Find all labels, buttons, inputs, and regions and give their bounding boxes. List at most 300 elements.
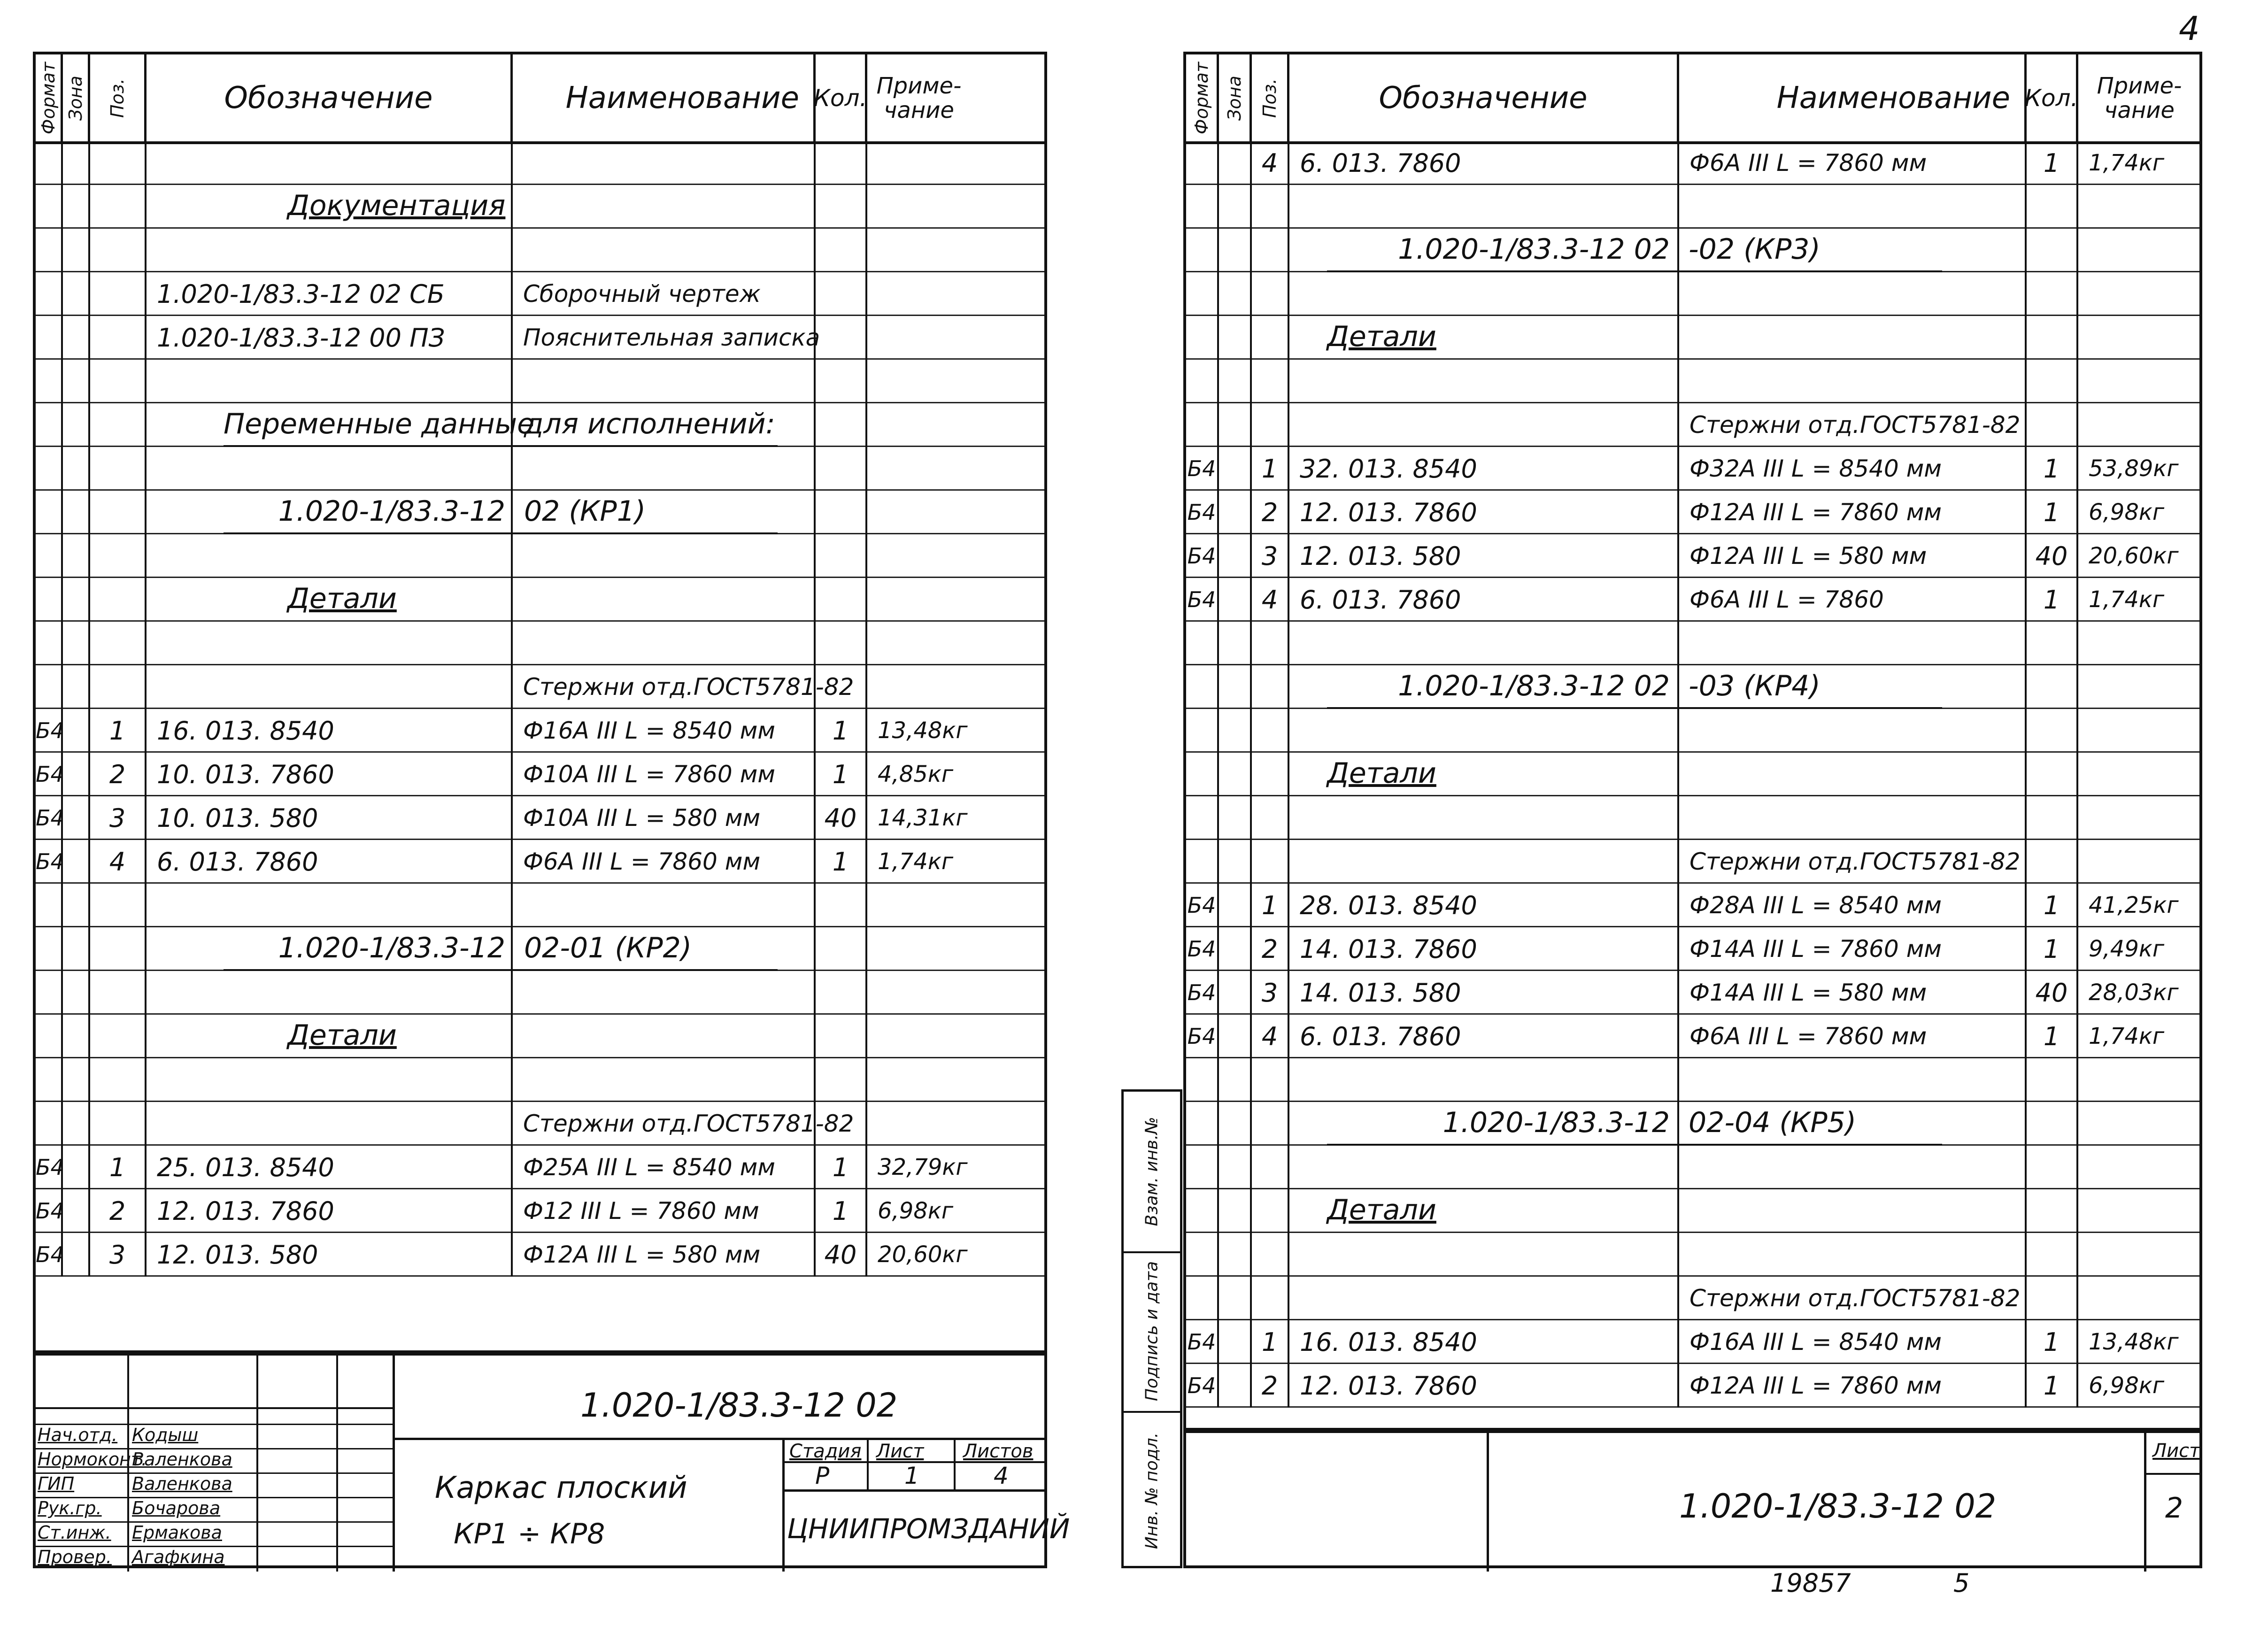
rule-line — [36, 1407, 393, 1409]
cell-pos — [1252, 229, 1289, 272]
cell-pos: 4 — [1252, 1015, 1289, 1058]
cell-format — [1186, 709, 1219, 753]
cell-format — [1186, 360, 1219, 403]
table-row — [1186, 1015, 2199, 1058]
cell-format: Б4 — [1186, 578, 1219, 622]
cell-designation: 1.020-1/83.3-12 02 СБ — [147, 272, 513, 316]
cell-note — [867, 316, 1046, 360]
cell-zone — [63, 753, 90, 796]
section-heading: Детали — [287, 582, 397, 615]
cell-pos: 2 — [1252, 927, 1289, 971]
cell-format: Б4 — [1186, 927, 1219, 971]
cell-pos: 2 — [90, 1189, 147, 1233]
cell-format: Б4 — [1186, 1364, 1219, 1408]
cell-qty: 40 — [816, 796, 867, 840]
table-row — [1186, 272, 2199, 316]
cell-pos — [90, 1058, 147, 1102]
cell-note: 53,89кг — [2089, 455, 2179, 482]
cell-pos: 2 — [90, 753, 147, 796]
cell-designation — [1289, 840, 1679, 884]
cell-format — [36, 360, 63, 403]
cell-qty — [816, 491, 867, 534]
cell-note — [2078, 796, 2200, 840]
cell-format: Б4 — [1186, 491, 1219, 534]
cell-zone — [1219, 796, 1252, 840]
cell-pos — [90, 272, 147, 316]
cell-note — [867, 927, 1046, 971]
table-row — [1186, 316, 2199, 360]
cell-zone — [1219, 403, 1252, 447]
table-row — [1186, 229, 2199, 272]
cell-format — [36, 316, 63, 360]
footer-page: 5 — [1953, 1568, 1970, 1598]
cell-name — [1679, 622, 2027, 665]
cell-format — [1186, 1233, 1219, 1277]
cell-qty — [2027, 753, 2078, 796]
cell-name — [1679, 796, 2027, 840]
side-label-signature: Подпись и дата — [1142, 1261, 1162, 1402]
cell-zone — [63, 491, 90, 534]
cell-note: 6,98кг — [2089, 1372, 2165, 1399]
cell-zone — [1219, 447, 1252, 491]
cell-zone — [63, 796, 90, 840]
cell-note — [2078, 1102, 2200, 1146]
cell-qty — [816, 1015, 867, 1058]
table-row — [36, 1189, 1044, 1233]
cell-pos — [1252, 622, 1289, 665]
cell-pos — [90, 884, 147, 927]
drawing-name-line2: КР1 ÷ КР8 — [454, 1518, 605, 1550]
cell-note: 32,79кг — [878, 1154, 968, 1180]
cell-format — [1186, 753, 1219, 796]
rule-line — [256, 1353, 258, 1572]
cell-zone — [1219, 840, 1252, 884]
cell-format — [1186, 1146, 1219, 1189]
table-row — [1186, 971, 2199, 1015]
cell-name — [1679, 185, 2027, 229]
table-row — [36, 665, 1044, 709]
cell-name — [513, 229, 816, 272]
table-row — [36, 622, 1044, 665]
cell-pos — [90, 360, 147, 403]
cell-note — [867, 665, 1046, 709]
cell-name: Ф16А III L = 8540 мм — [1679, 1320, 2027, 1364]
cell-format — [36, 1015, 63, 1058]
sheets-value: 4 — [994, 1462, 1009, 1489]
cell-zone — [1219, 534, 1252, 578]
cell-qty — [2027, 185, 2078, 229]
cell-qty — [816, 447, 867, 491]
cell-qty — [816, 927, 867, 971]
cell-zone — [1219, 1189, 1252, 1233]
cell-note — [2078, 272, 2200, 316]
cell-designation — [147, 1102, 513, 1146]
cell-note: 1,74кг — [2089, 586, 2165, 613]
cell-pos — [90, 229, 147, 272]
cell-note — [867, 884, 1046, 927]
cell-designation: 32. 013. 8540 — [1289, 447, 1679, 491]
variant-heading-right: -02 (КР3) — [1679, 229, 1942, 272]
cell-pos: 4 — [1252, 141, 1289, 185]
cell-pos — [90, 971, 147, 1015]
cell-designation — [147, 971, 513, 1015]
cell-designation: 25. 013. 8540 — [147, 1146, 513, 1189]
cell-pos — [1252, 665, 1289, 709]
cell-pos — [1252, 1102, 1289, 1146]
cell-name — [513, 447, 816, 491]
cell-format — [36, 491, 63, 534]
cell-format — [36, 141, 63, 185]
cell-note — [2078, 1189, 2200, 1233]
cell-designation — [1289, 272, 1679, 316]
cell-qty: 40 — [2027, 534, 2078, 578]
cell-pos — [90, 534, 147, 578]
cell-name — [1679, 1189, 2027, 1233]
cell-format — [36, 229, 63, 272]
spec-sheet-left — [33, 52, 1070, 1568]
cell-note — [867, 360, 1046, 403]
cell-zone — [1219, 753, 1252, 796]
cell-designation: 6. 013. 7860 — [1289, 141, 1679, 185]
header-zone: Зона — [1219, 54, 1252, 141]
cell-format — [36, 578, 63, 622]
cell-qty — [2027, 1233, 2078, 1277]
cell-zone — [63, 840, 90, 884]
table-row — [1186, 840, 2199, 884]
header-name: Наименование — [513, 54, 816, 141]
cell-qty: 1 — [2027, 1364, 2078, 1408]
stage-label: Стадия — [789, 1441, 862, 1462]
cell-qty: 1 — [816, 1189, 867, 1233]
cell-qty: 1 — [2027, 447, 2078, 491]
cell-format — [1186, 316, 1219, 360]
cell-name — [513, 534, 816, 578]
cell-qty — [2027, 840, 2078, 884]
cell-note — [867, 622, 1046, 665]
cell-pos: 2 — [1252, 491, 1289, 534]
cell-qty — [816, 185, 867, 229]
drawing-name-line1: Каркас плоский — [435, 1471, 687, 1505]
cell-name: Ф10А III L = 580 мм — [513, 796, 816, 840]
cell-qty: 1 — [2027, 491, 2078, 534]
cell-format — [36, 622, 63, 665]
cell-qty: 1 — [816, 840, 867, 884]
table-row — [36, 447, 1044, 491]
table-row — [1186, 709, 2199, 753]
cell-qty: 1 — [2027, 1015, 2078, 1058]
cell-note — [2078, 403, 2200, 447]
cell-note: 1,74кг — [878, 848, 954, 875]
table-row — [36, 753, 1044, 796]
table-row — [1186, 1102, 2199, 1146]
cell-format: Б4 — [1186, 1320, 1219, 1364]
table-row — [1186, 1364, 2199, 1408]
cell-format: Б4 — [36, 709, 63, 753]
cell-zone — [1219, 709, 1252, 753]
cell-qty — [816, 229, 867, 272]
cell-note — [867, 272, 1046, 316]
table-row — [1186, 884, 2199, 927]
signer-role: Нормоконт. — [38, 1449, 147, 1470]
signer-role: Ст.инж. — [38, 1522, 111, 1543]
cell-format — [1186, 185, 1219, 229]
cell-note: 41,25кг — [2089, 892, 2179, 918]
document-code: 1.020-1/83.3-12 02 — [1679, 1487, 1997, 1526]
table-row — [1186, 534, 2199, 578]
cell-note — [867, 1102, 1046, 1146]
cell-designation — [147, 229, 513, 272]
cell-note: 13,48кг — [2089, 1329, 2179, 1355]
table-row — [36, 491, 1044, 534]
cell-note — [867, 1058, 1046, 1102]
cell-pos: 3 — [90, 1233, 147, 1277]
cell-designation — [1289, 1233, 1679, 1277]
stage-value: Р — [815, 1462, 830, 1489]
table-row — [1186, 622, 2199, 665]
table-row — [1186, 141, 2199, 185]
cell-zone — [63, 1189, 90, 1233]
sheet-label: Лист — [876, 1441, 924, 1462]
cell-format — [1186, 1102, 1219, 1146]
cell-zone — [1219, 622, 1252, 665]
cell-name: Сборочный чертеж — [513, 272, 816, 316]
cell-note — [867, 447, 1046, 491]
cell-name: Ф12А III L = 580 мм — [1679, 534, 2027, 578]
cell-zone — [1219, 1364, 1252, 1408]
cell-qty: 1 — [2027, 927, 2078, 971]
cell-qty — [2027, 665, 2078, 709]
section-heading: Детали — [287, 1019, 397, 1052]
cell-pos — [1252, 1277, 1289, 1320]
table-row — [36, 578, 1044, 622]
cell-qty — [816, 360, 867, 403]
cell-note: 9,49кг — [2089, 936, 2165, 962]
cell-qty: 1 — [2027, 1320, 2078, 1364]
table-row — [36, 927, 1044, 971]
rule-line — [393, 1353, 395, 1572]
cell-name: Ф12А III L = 7860 мм — [1679, 491, 2027, 534]
cell-format — [1186, 1058, 1219, 1102]
cell-note — [867, 971, 1046, 1015]
corner-sheet-mark: 4 — [2179, 9, 2200, 48]
cell-note — [2078, 709, 2200, 753]
cell-designation: 12. 013. 580 — [147, 1233, 513, 1277]
cell-designation — [1289, 1277, 1679, 1320]
cell-pos — [90, 927, 147, 971]
cell-name — [1679, 360, 2027, 403]
cell-zone — [63, 272, 90, 316]
cell-pos — [1252, 316, 1289, 360]
cell-qty: 40 — [2027, 971, 2078, 1015]
cell-designation — [147, 141, 513, 185]
cell-designation — [147, 447, 513, 491]
cell-name — [513, 360, 816, 403]
cell-zone — [1219, 185, 1252, 229]
cell-format — [36, 272, 63, 316]
cell-name: Ф14А III L = 580 мм — [1679, 971, 2027, 1015]
spec-sheet-right — [1183, 52, 2202, 1568]
sheet-value: 1 — [904, 1462, 919, 1489]
cell-designation: 6. 013. 7860 — [147, 840, 513, 884]
cell-qty — [2027, 622, 2078, 665]
cell-zone — [63, 1233, 90, 1277]
cell-qty — [2027, 1102, 2078, 1146]
cell-note — [2078, 840, 2200, 884]
cell-note — [2078, 229, 2200, 272]
sheet-value: 2 — [2165, 1492, 2183, 1525]
cell-format: Б4 — [36, 753, 63, 796]
cell-format — [36, 1102, 63, 1146]
cell-name — [1679, 709, 2027, 753]
cell-designation — [1289, 360, 1679, 403]
table-row — [36, 360, 1044, 403]
cell-zone — [1219, 1015, 1252, 1058]
cell-note: 6,98кг — [2089, 499, 2165, 525]
signer-name: Кодыш — [132, 1425, 199, 1445]
rule-line — [782, 1489, 1045, 1492]
table-row — [36, 1146, 1044, 1189]
cell-zone — [63, 534, 90, 578]
cell-zone — [1219, 360, 1252, 403]
cell-pos — [1252, 272, 1289, 316]
signer-role: ГИП — [38, 1473, 75, 1494]
cell-zone — [63, 403, 90, 447]
cell-format: Б4 — [36, 1146, 63, 1189]
cell-pos: 4 — [1252, 578, 1289, 622]
cell-designation — [1289, 1058, 1679, 1102]
cell-name — [513, 971, 816, 1015]
document-code: 1.020-1/83.3-12 02 — [580, 1386, 898, 1425]
rule-line — [867, 1438, 869, 1489]
cell-zone — [1219, 491, 1252, 534]
cell-note: 20,60кг — [2089, 543, 2179, 569]
cell-format: Б4 — [36, 840, 63, 884]
cell-name: Пояснительная записка — [513, 316, 816, 360]
cell-zone — [1219, 578, 1252, 622]
cell-qty — [2027, 403, 2078, 447]
table-row — [1186, 185, 2199, 229]
table-row — [36, 1102, 1044, 1146]
cell-designation — [147, 884, 513, 927]
variant-heading-right: для исполнений: — [515, 403, 778, 447]
header-format: Формат — [36, 54, 63, 141]
cell-zone — [1219, 927, 1252, 971]
cell-note: 14,31кг — [878, 805, 968, 831]
header-qty: Кол. — [2027, 54, 2078, 141]
cell-name: Ф12 III L = 7860 мм — [513, 1189, 816, 1233]
cell-note — [2078, 753, 2200, 796]
title-block-left — [36, 1350, 1070, 1569]
cell-designation — [1289, 403, 1679, 447]
cell-qty — [816, 622, 867, 665]
table-row — [36, 141, 1044, 185]
cell-zone — [1219, 1277, 1252, 1320]
cell-pos: 1 — [1252, 884, 1289, 927]
signer-role: Нач.отд. — [38, 1425, 118, 1445]
variant-heading-right: 02 (КР1) — [515, 491, 778, 534]
cell-pos — [1252, 796, 1289, 840]
side-label-replacement: Взам. инв.№ — [1142, 1117, 1162, 1226]
cell-format: Б4 — [1186, 1015, 1219, 1058]
section-heading: Детали — [1327, 320, 1436, 353]
cell-qty — [816, 884, 867, 927]
table-row — [36, 971, 1044, 1015]
cell-format — [36, 884, 63, 927]
table-row — [36, 1015, 1044, 1058]
cell-qty: 1 — [816, 1146, 867, 1189]
cell-zone — [63, 1015, 90, 1058]
cell-format: Б4 — [1186, 971, 1219, 1015]
rule-line — [2144, 1473, 2200, 1475]
cell-designation: 12. 013. 7860 — [1289, 1364, 1679, 1408]
cell-designation: 10. 013. 7860 — [147, 753, 513, 796]
cell-note — [867, 491, 1046, 534]
cell-designation: 12. 013. 7860 — [147, 1189, 513, 1233]
cell-qty — [816, 141, 867, 185]
cell-qty — [2027, 796, 2078, 840]
header-format: Формат — [1186, 54, 1219, 141]
cell-name — [1679, 1233, 2027, 1277]
cell-pos — [90, 1102, 147, 1146]
cell-name — [1679, 316, 2027, 360]
table-row — [1186, 1277, 2199, 1320]
cell-qty — [2027, 709, 2078, 753]
cell-format: Б4 — [36, 796, 63, 840]
cell-pos: 2 — [1252, 1364, 1289, 1408]
table-row — [1186, 360, 2199, 403]
header-note: Приме-чание — [2097, 72, 2182, 123]
cell-qty — [816, 578, 867, 622]
cell-zone — [1219, 1102, 1252, 1146]
table-row — [36, 709, 1044, 753]
cell-designation: 12. 013. 580 — [1289, 534, 1679, 578]
cell-designation: 28. 013. 8540 — [1289, 884, 1679, 927]
cell-note — [2078, 1058, 2200, 1102]
cell-name: Ф12А III L = 580 мм — [513, 1233, 816, 1277]
cell-pos — [1252, 360, 1289, 403]
cell-pos — [1252, 1189, 1289, 1233]
header-qty: Кол. — [816, 54, 867, 141]
cell-zone — [1219, 884, 1252, 927]
cell-pos: 1 — [1252, 447, 1289, 491]
cell-zone — [63, 709, 90, 753]
signer-role: Рук.гр. — [38, 1498, 102, 1518]
cell-qty — [2027, 360, 2078, 403]
cell-format: Б4 — [1186, 534, 1219, 578]
table-row — [1186, 1233, 2199, 1277]
title-block-right — [1186, 1428, 2200, 1569]
header-zone: Зона — [63, 54, 90, 141]
cell-name: Ф10А III L = 7860 мм — [513, 753, 816, 796]
cell-name — [513, 622, 816, 665]
cell-designation — [1289, 185, 1679, 229]
variant-heading-left: Переменные данные — [224, 403, 515, 447]
sheet-label: Лист — [2152, 1440, 2200, 1462]
cell-pos — [90, 491, 147, 534]
cell-qty: 1 — [2027, 578, 2078, 622]
cell-format — [36, 447, 63, 491]
cell-pos — [90, 403, 147, 447]
table-row — [1186, 1058, 2199, 1102]
cell-name: Ф16А III L = 8540 мм — [513, 709, 816, 753]
cell-note: 4,85кг — [878, 761, 954, 787]
cell-format: Б4 — [1186, 884, 1219, 927]
cell-designation: 16. 013. 8540 — [147, 709, 513, 753]
cell-pos — [1252, 1146, 1289, 1189]
cell-format — [1186, 272, 1219, 316]
table-header — [36, 54, 1044, 144]
cell-format — [36, 971, 63, 1015]
